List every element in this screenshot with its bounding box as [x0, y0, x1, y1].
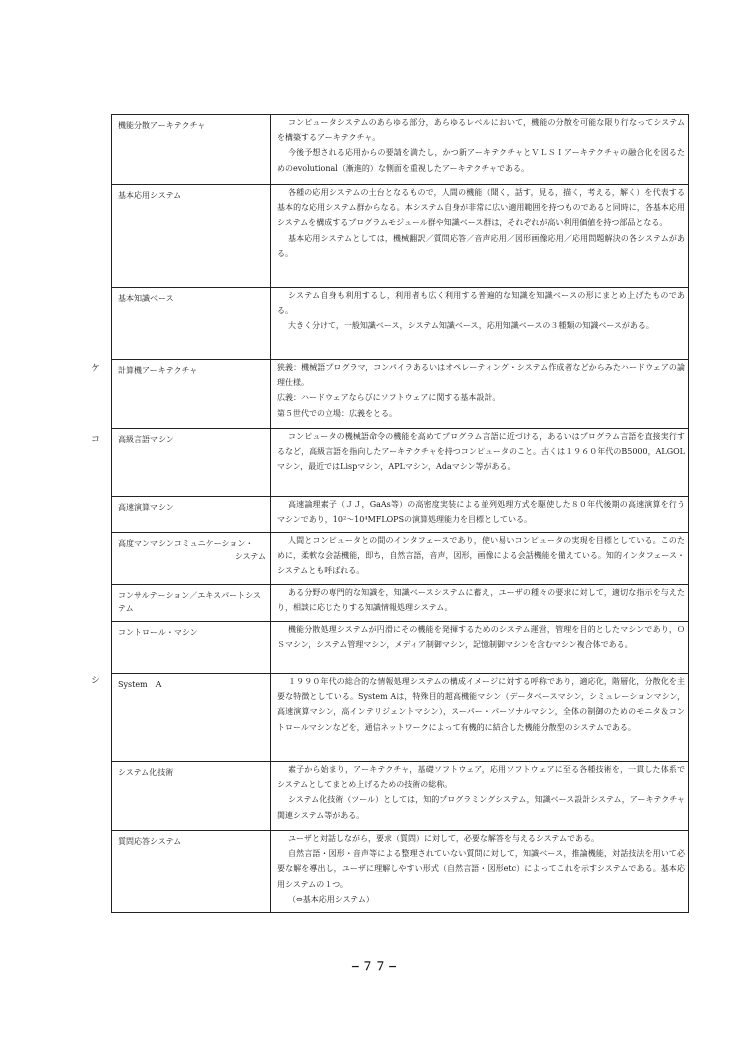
definition-paragraph: １９９０年代の総合的な情報処理システムの構成イメージに対する呼称であり，適応化，階層化，分散化を主要な特徴としている。System Aは，特殊目的超高機能マシン（データベースマシン，シミュレーションマシン，高速演算マシン，高インテリジェントマシン），スーパー・パーソナルマシン，全体の制御のためのモニタ＆コントロールマシンなどを，通信ネットワークによって有機的に結合した機能分散型のシステムである。: [277, 677, 685, 732]
table-row: [112, 185, 689, 288]
table-row: [112, 674, 689, 762]
definition-cell: [271, 831, 689, 913]
definition-paragraph: システム自身も利用するし，利用者も広く利用する普遍的な知識を知識ベースの形にまとめ上げたものである。: [277, 291, 685, 316]
definition-paragraph: システム化技術（ツール）としては，知的プログラミングシステム，知識ベース設計システム，アーキテクチャ関連システム等がある。: [277, 795, 685, 820]
page-number: −７７−: [350, 960, 400, 973]
glossary-table: [111, 114, 689, 913]
definition-paragraph: ある分野の専門的な知識を，知識ベースシステムに蓄え，ユーザの種々の要求に対して，適切な指示を与えたり，相談に応じたりする知識情報処理システム。: [277, 588, 685, 613]
term-cell: 基本知識ベース: [112, 288, 271, 360]
definition-paragraph: 機能分散処理システムが円滑にその機能を発揮するためのシステム運営，管理を目的としたマシンであり，ＯＳマシン，システム管理マシン，メディア制御マシン，記憶制御マシンを含むマシン複合体である。: [277, 625, 685, 650]
table-row: [112, 360, 689, 429]
term-cell: 基本応用システム: [112, 185, 271, 288]
term-cell: 質問応答システム: [112, 831, 271, 913]
definition-paragraph: コンピュータシステムのあらゆる部分，あらゆるレベルにおいて，機能の分散を可能な限り行なってシステムを構築するアーキテクチャ。: [277, 118, 685, 143]
definition-cell: [271, 429, 689, 497]
term-cell: 高級言語マシン: [112, 429, 271, 497]
table-row: [112, 831, 689, 913]
term-line: 高度マンマシンコミュニケーション・: [118, 539, 254, 548]
term-cell: コントロール・マシン: [112, 622, 271, 674]
definition-paragraph: 狭義：機械語プログラマ，コンパイラあるいはオペレーティング・システム作成者などからみたハードウェアの論理仕様。: [277, 363, 685, 388]
definition-paragraph: 各種の応用システムの土台となるもので，人間の機能（聞く，話す，見る，描く，考える，解く）を代表する基本的な応用システム群からなる。本システム自身が非常に広い適用範囲を持つものであると同時に，各基本応用システムを構成するプログラムモジュール群や知識ベース群は，それぞれが高い利用価値を持つ部品となる。: [277, 188, 685, 228]
section-letter-shi: シ: [91, 676, 101, 686]
term-cell: システム化技術: [112, 762, 271, 831]
definition-paragraph: 自然言語・図形・音声等による整理されていない質問に対して，知識ベース，推論機能，対話技法を用いて必要な解を導出し，ユーザに理解しやすい形式（自然言語・図形etc）によってこれを示すシステムである。基本応用システムの１つ。: [277, 849, 685, 889]
definition-paragraph: 第５世代での立場：広義をとる。: [277, 408, 397, 418]
table-row: [112, 115, 689, 185]
term-cell: 高速演算マシン: [112, 497, 271, 533]
definition-cell: [271, 533, 689, 585]
table-row: [112, 585, 689, 622]
definition-paragraph: 高速論理素子（ＪＪ，GaAs等）の高密度実装による並列処理方式を駆使した８０年代後期の高速演算を行うマシンであり，10²～10⁴MFLOPSの演算処理能力を目標としている。: [277, 500, 685, 525]
definition-cell: [271, 288, 689, 360]
definition-paragraph: 素子から始まり，アーキテクチャ，基礎ソフトウェア，応用ソフトウェアに至る各種技術を，一貫した体系でシステムとしてまとめ上げるための技術の総称。: [277, 765, 685, 790]
table-row: [112, 533, 689, 585]
definition-cell: [271, 622, 689, 674]
table-row: [112, 288, 689, 360]
term-cell: System A: [112, 674, 271, 762]
section-letter-ke: ケ: [91, 364, 101, 374]
term-cell: コンサルテーション／エキスパートシステム: [112, 585, 271, 622]
table-row: [112, 762, 689, 831]
definition-paragraph: （⇔基本応用システム）: [288, 894, 374, 904]
definition-paragraph: ユーザと対話しながら，要求（質問）に対して，必要な解答を与えるシステムである。: [288, 834, 600, 843]
definition-paragraph: 今後予想される応用からの要請を満たし，かつ新アーキテクチャとＶＬＳＩアーキテクチャの融合化を図るためのevolutional（漸進的）な側面を重視したアーキテクチャである。: [277, 148, 685, 173]
table-row: [112, 497, 689, 533]
definition-paragraph: 基本応用システムとしては，機械翻訳／質問応答／音声応用／図形画像応用／応用問題解決の各システムがある。: [277, 233, 685, 258]
definition-cell: [271, 762, 689, 831]
definition-cell: [271, 674, 689, 762]
term-cell: [112, 533, 271, 585]
definition-paragraph: 大きく分けて，一般知識ベース，システム知識ベース，応用知識ベースの３種類の知識ベースがある。: [288, 321, 654, 331]
definition-cell: [271, 185, 689, 288]
term-cell: 計算機アーキテクチャ: [112, 360, 271, 429]
definition-paragraph: 広義：ハードウェアならびにソフトウェアに関する基本設計。: [277, 393, 501, 403]
definition-cell: [271, 360, 689, 429]
definition-paragraph: コンピュータの機械語命令の機能を高めてプログラム言語に近づける，あるいはプログラム言語を直接実行するなど，高級言語を指向したアーキテクチャを持つコンピュータのこと。古くは１９６０年代のB5000，ALGOLマシン，最近ではLispマシン，APLマシン，Adaマシン等がある。: [277, 432, 685, 472]
section-letter-ko: コ: [91, 435, 101, 445]
term-line: システム: [234, 552, 266, 561]
definition-paragraph: 人間とコンピュータとの間のインタフェースであり，使い易いコンピュータの実現を目標としている。このために，柔軟な会話機能，即ち，自然言語，音声，図形，画像による会話機能を備えている。知的インタフェース・システムとも呼ばれる。: [277, 536, 685, 576]
table-row: [112, 429, 689, 497]
definition-cell: [271, 115, 689, 185]
table-row: [112, 622, 689, 674]
definition-cell: [271, 497, 689, 533]
definition-cell: [271, 585, 689, 622]
term-cell: 機能分散アーキテクチャ: [112, 115, 271, 185]
